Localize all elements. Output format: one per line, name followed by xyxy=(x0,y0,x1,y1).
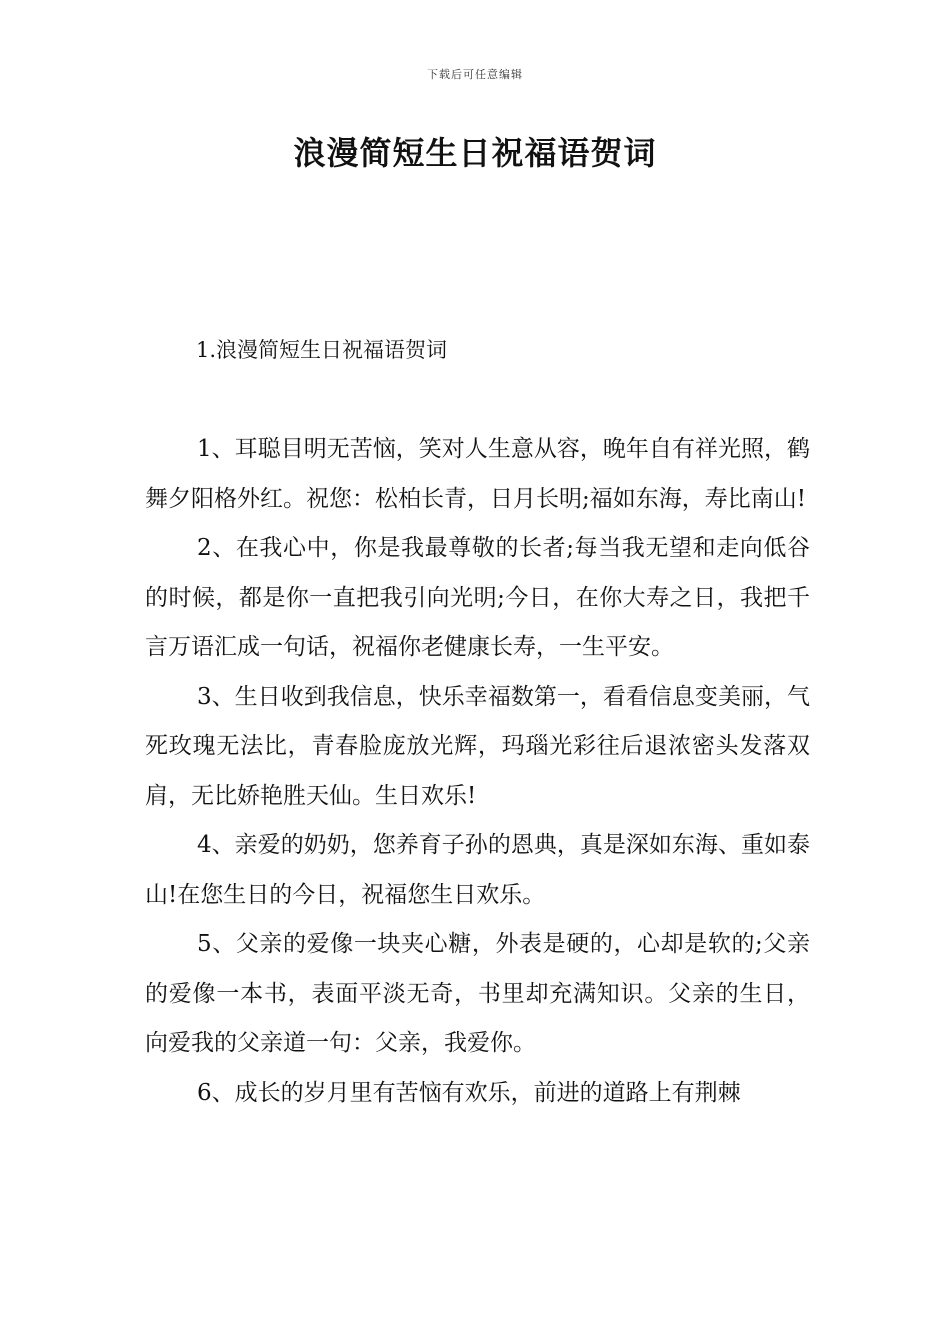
header-note: 下载后可任意编辑 xyxy=(427,68,523,81)
document-title: 浪漫简短生日祝福语贺词 xyxy=(293,134,657,172)
section-heading: 1.浪漫简短生日祝福语贺词 xyxy=(196,338,448,362)
paragraph-2: 2、在我心中，你是我最尊敬的长者;每当我无望和走向低谷的时候，都是你一直把我引向光明;今日，在你大寿之日，我把千言万语汇成一句话，祝福你老健康长寿，一生平安。 xyxy=(145,535,810,660)
document-body xyxy=(145,425,810,1118)
paragraph-6: 6、成长的岁月里有苦恼有欢乐，前进的道路上有荆棘 xyxy=(197,1079,741,1106)
paragraph-3: 3、生日收到我信息，快乐幸福数第一，看看信息变美丽，气死玫瑰无法比，青春脸庞放光辉，玛瑙光彩往后退浓密头发落双肩，无比娇艳胜天仙。生日欢乐! xyxy=(145,683,810,809)
paragraph-4: 4、亲爱的奶奶，您养育子孙的恩典，真是深如东海、重如泰山!在您生日的今日，祝福您生日欢乐。 xyxy=(145,832,810,908)
paragraph-5: 5、父亲的爱像一块夹心糖，外表是硬的，心却是软的;父亲的爱像一本书，表面平淡无奇，书里却充满知识。父亲的生日，向爱我的父亲道一句：父亲，我爱你。 xyxy=(145,931,810,1056)
paragraph-1: 1、耳聪目明无苦恼，笑对人生意从容，晚年自有祥光照，鹤舞夕阳格外红。祝您：松柏长青，日月长明;福如东海，寿比南山! xyxy=(145,436,810,512)
